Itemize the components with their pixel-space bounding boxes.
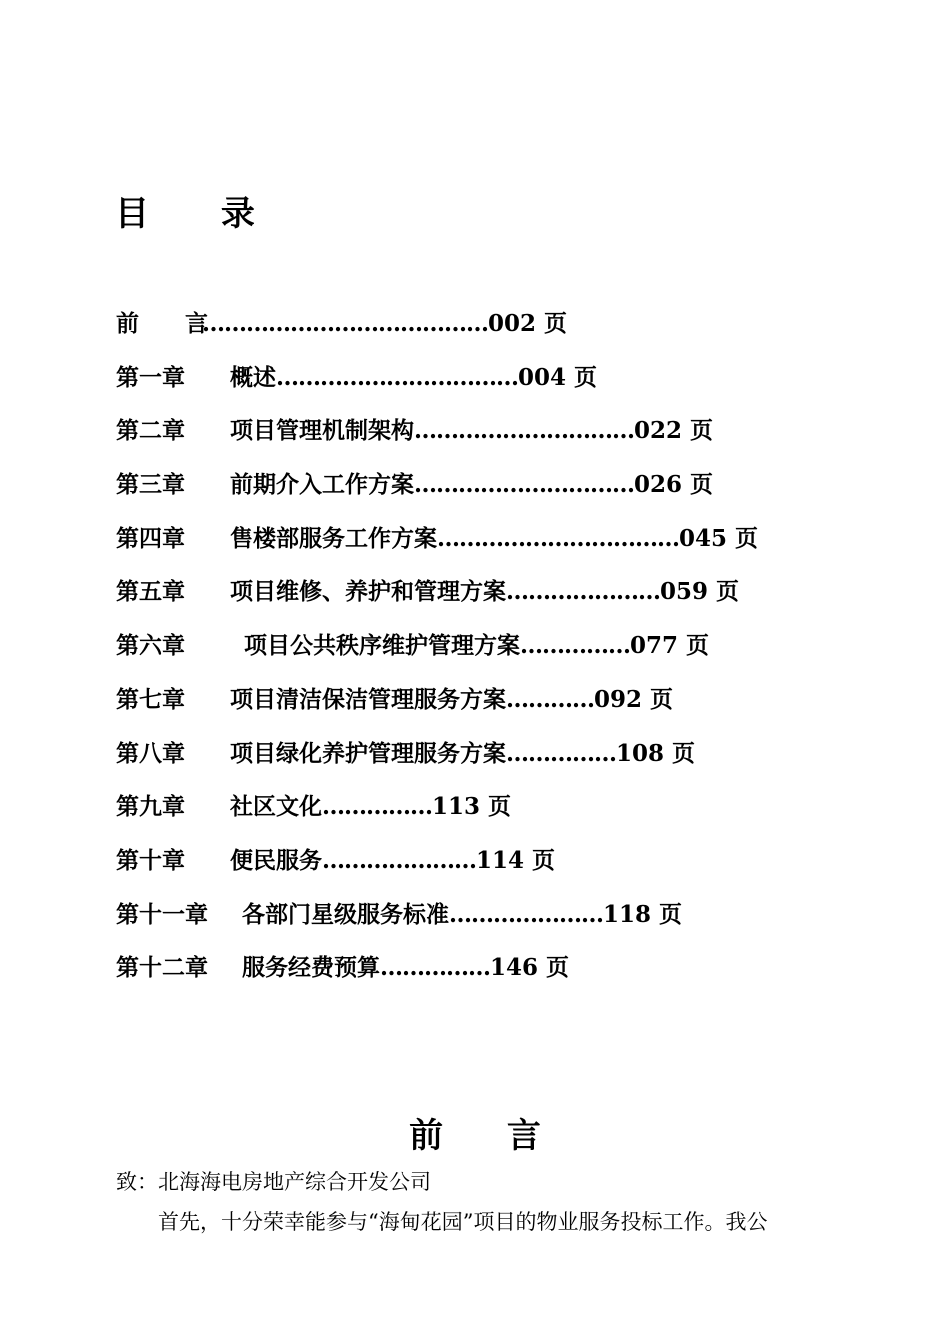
toc-leader: …………… <box>520 632 630 660</box>
toc-item-chapter-9[interactable] <box>116 787 758 841</box>
toc-item-chapter-3[interactable] <box>116 465 758 519</box>
toc-page: 108 页 <box>616 739 696 767</box>
toc-chapter: 第十一章 <box>116 900 208 928</box>
toc-chapter: 第二章 <box>116 417 185 445</box>
toc-chapter: 第五章 <box>116 578 185 606</box>
toc-item-chapter-2[interactable] <box>116 411 758 465</box>
toc-title-text: 便民服务 <box>230 846 322 874</box>
toc-chapter: 前 言 <box>116 310 208 337</box>
toc-title-text: 前期介入工作方案 <box>230 471 414 499</box>
preface-title: 前 言 <box>409 1116 567 1156</box>
toc-title-text: 项目管理机制架构 <box>230 417 414 445</box>
toc-chapter: 第九章 <box>116 793 185 821</box>
toc-item-chapter-11[interactable] <box>116 895 758 949</box>
toc-page: 022 页 <box>634 417 714 445</box>
toc-list <box>116 304 758 1002</box>
toc-title-text: 各部门星级服务标准 <box>242 900 449 928</box>
toc-item-preface[interactable] <box>116 304 758 358</box>
toc-chapter: 第六章 <box>116 632 185 660</box>
toc-chapter: 第三章 <box>116 471 185 499</box>
toc-item-chapter-4[interactable] <box>116 519 758 573</box>
toc-page: 045 页 <box>679 524 759 552</box>
toc-leader: ………………………… <box>414 471 634 499</box>
toc-item-chapter-1[interactable] <box>116 358 758 412</box>
toc-page: 114 页 <box>476 846 556 874</box>
toc-leader: …………………………… <box>276 363 518 391</box>
toc-item-chapter-12[interactable] <box>116 948 758 1002</box>
toc-page: 059 页 <box>660 578 740 606</box>
toc-page: 146 页 <box>490 954 570 982</box>
toc-chapter: 第十章 <box>116 846 185 874</box>
toc-item-chapter-5[interactable] <box>116 572 758 626</box>
preface-addressee: 致：北海海电房地产综合开发公司 <box>116 1170 431 1194</box>
toc-leader: …………… <box>380 954 490 982</box>
toc-leader: ………………………………… <box>202 310 488 337</box>
toc-title-text: 项目维修、养护和管理方案 <box>230 578 506 606</box>
toc-title-text: 项目清洁保洁管理服务方案 <box>230 685 506 713</box>
toc-page: 118 页 <box>603 900 683 928</box>
toc-title-text: 项目绿化养护管理服务方案 <box>230 739 506 767</box>
toc-leader: ………………… <box>506 578 660 606</box>
toc-page: 113 页 <box>432 793 512 821</box>
toc-title-text: 售楼部服务工作方案 <box>230 524 437 552</box>
toc-title: 目 录 <box>115 194 285 234</box>
toc-item-chapter-10[interactable] <box>116 841 758 895</box>
toc-page: 026 页 <box>634 471 714 499</box>
preface-paragraph: 首先，十分荣幸能参与“海甸花园”项目的物业服务投标工作。我公 <box>158 1210 768 1234</box>
toc-leader: ………… <box>506 685 594 713</box>
toc-leader: …………………………… <box>437 524 679 552</box>
toc-item-chapter-6[interactable] <box>116 626 758 680</box>
toc-title-text: 社区文化 <box>230 793 322 821</box>
toc-chapter: 第十二章 <box>116 954 208 982</box>
toc-item-chapter-8[interactable] <box>116 734 758 788</box>
toc-page: 092 页 <box>594 685 674 713</box>
toc-page: 004 页 <box>518 363 598 391</box>
toc-chapter: 第七章 <box>116 685 185 713</box>
toc-leader: ………………… <box>322 846 476 874</box>
toc-leader: ………………………… <box>414 417 634 445</box>
toc-title-text: 概述 <box>230 363 276 391</box>
toc-leader: …………… <box>322 793 432 821</box>
toc-leader: ………………… <box>449 900 603 928</box>
toc-title-text: 服务经费预算 <box>242 954 380 982</box>
toc-title-text: 项目公共秩序维护管理方案 <box>244 632 520 660</box>
toc-page: 077 页 <box>630 632 710 660</box>
toc-page: 002 页 <box>488 310 568 337</box>
toc-chapter: 第一章 <box>116 363 185 391</box>
toc-chapter: 第四章 <box>116 524 185 552</box>
toc-leader: …………… <box>506 739 616 767</box>
toc-chapter: 第八章 <box>116 739 185 767</box>
toc-item-chapter-7[interactable] <box>116 680 758 734</box>
